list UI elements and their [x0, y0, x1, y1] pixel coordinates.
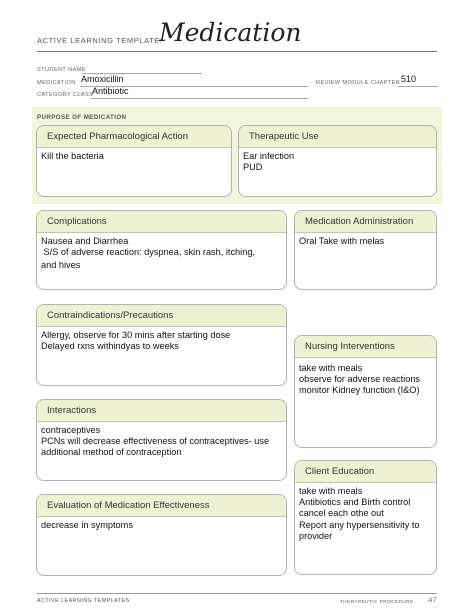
nursing-interventions-text[interactable] [295, 358, 436, 397]
header-divider [37, 51, 437, 52]
category-class-label: CATEGORY CLASS [37, 92, 94, 98]
text-line: and hives [41, 260, 81, 271]
student-name-label: STUDENT NAME [37, 67, 86, 73]
text-line: provider [299, 530, 333, 541]
interactions-box[interactable] [36, 399, 287, 481]
review-module-field[interactable]: 510 [401, 74, 417, 84]
interactions-title: Interactions [37, 400, 286, 422]
footer-left-label: ACTIVE LEARNING TEMPLATES [37, 598, 130, 604]
medication-label: MEDICATION [37, 80, 76, 86]
text-line: Kill the bacteria [41, 151, 104, 161]
therapeutic-use-box[interactable] [238, 125, 437, 197]
purpose-label: PURPOSE OF MEDICATION [37, 114, 127, 121]
contraindications-title: Contraindications/Precautions [37, 305, 286, 327]
text-line: observe for adverse reactions [299, 374, 421, 385]
review-module-underline [398, 86, 438, 87]
text-line: Oral Take with melas [299, 236, 385, 246]
page-title: Medication [159, 18, 302, 47]
category-class-underline [91, 98, 308, 99]
therapeutic-use-text[interactable] [239, 148, 436, 173]
interactions-text[interactable] [37, 422, 286, 459]
contraindications-box[interactable] [36, 304, 287, 386]
nursing-interventions-box[interactable] [294, 335, 437, 448]
client-education-text[interactable] [295, 483, 436, 542]
complications-text[interactable] [37, 233, 286, 272]
text-line: monitor Kidney function (I&O) [299, 385, 420, 396]
complications-title: Complications [37, 211, 286, 233]
text-line: Antibiotics and Birth control [299, 497, 411, 508]
text-line: take with meals [299, 363, 363, 373]
text-line: Report any hypersensitivity to [299, 519, 420, 530]
therapeutic-use-title: Therapeutic Use [239, 126, 436, 148]
expected-action-box[interactable] [36, 125, 232, 197]
footer-divider [37, 593, 437, 594]
evaluation-box[interactable] [36, 494, 287, 576]
text-line: additional method of contraception [41, 447, 182, 458]
text-line: Delayed rxns withindyas to weeks [41, 341, 179, 352]
text-line: take with meals [299, 486, 363, 496]
client-education-box[interactable] [294, 460, 437, 575]
medication-administration-box[interactable] [294, 210, 437, 290]
medication-administration-text[interactable] [295, 233, 436, 247]
text-line: Allergy, observe for 30 mins after starting dose [41, 330, 231, 340]
text-line: Nausea and Diarrhea [41, 236, 129, 246]
page-number: A7 [428, 597, 437, 604]
medication-field[interactable]: Amoxicillin [81, 74, 124, 84]
review-module-label: REVIEW MODULE CHAPTER [316, 80, 401, 86]
nursing-interventions-title: Nursing Interventions [295, 336, 436, 358]
expected-action-text[interactable] [37, 148, 231, 162]
category-class-field[interactable]: Antibiotic [92, 86, 129, 96]
template-label: ACTIVE LEARNING TEMPLATE: [37, 36, 163, 45]
evaluation-title: Evaluation of Medication Effectiveness [37, 495, 286, 517]
medication-administration-title: Medication Administration [295, 211, 436, 233]
text-line: cancel each othe out [299, 508, 384, 519]
client-education-title: Client Education [295, 461, 436, 483]
expected-action-title: Expected Pharmacological Action [37, 126, 231, 148]
text-line: Ear infection [243, 151, 295, 161]
text-line: S/S of adverse reaction: dyspnea, skin rash, itching, [41, 247, 255, 258]
text-line: contraceptives [41, 425, 101, 435]
text-line: decrease in symptoms [41, 520, 133, 530]
text-line: PUD [243, 162, 263, 173]
contraindications-text[interactable] [37, 327, 286, 352]
footer-right-label: THERAPEUTIC PROCEDURE [340, 599, 414, 604]
complications-box[interactable] [36, 210, 287, 290]
template-header [37, 14, 457, 46]
text-line: PCNs will decrease effectiveness of contraceptives- use [41, 436, 270, 447]
evaluation-text[interactable] [37, 517, 286, 531]
